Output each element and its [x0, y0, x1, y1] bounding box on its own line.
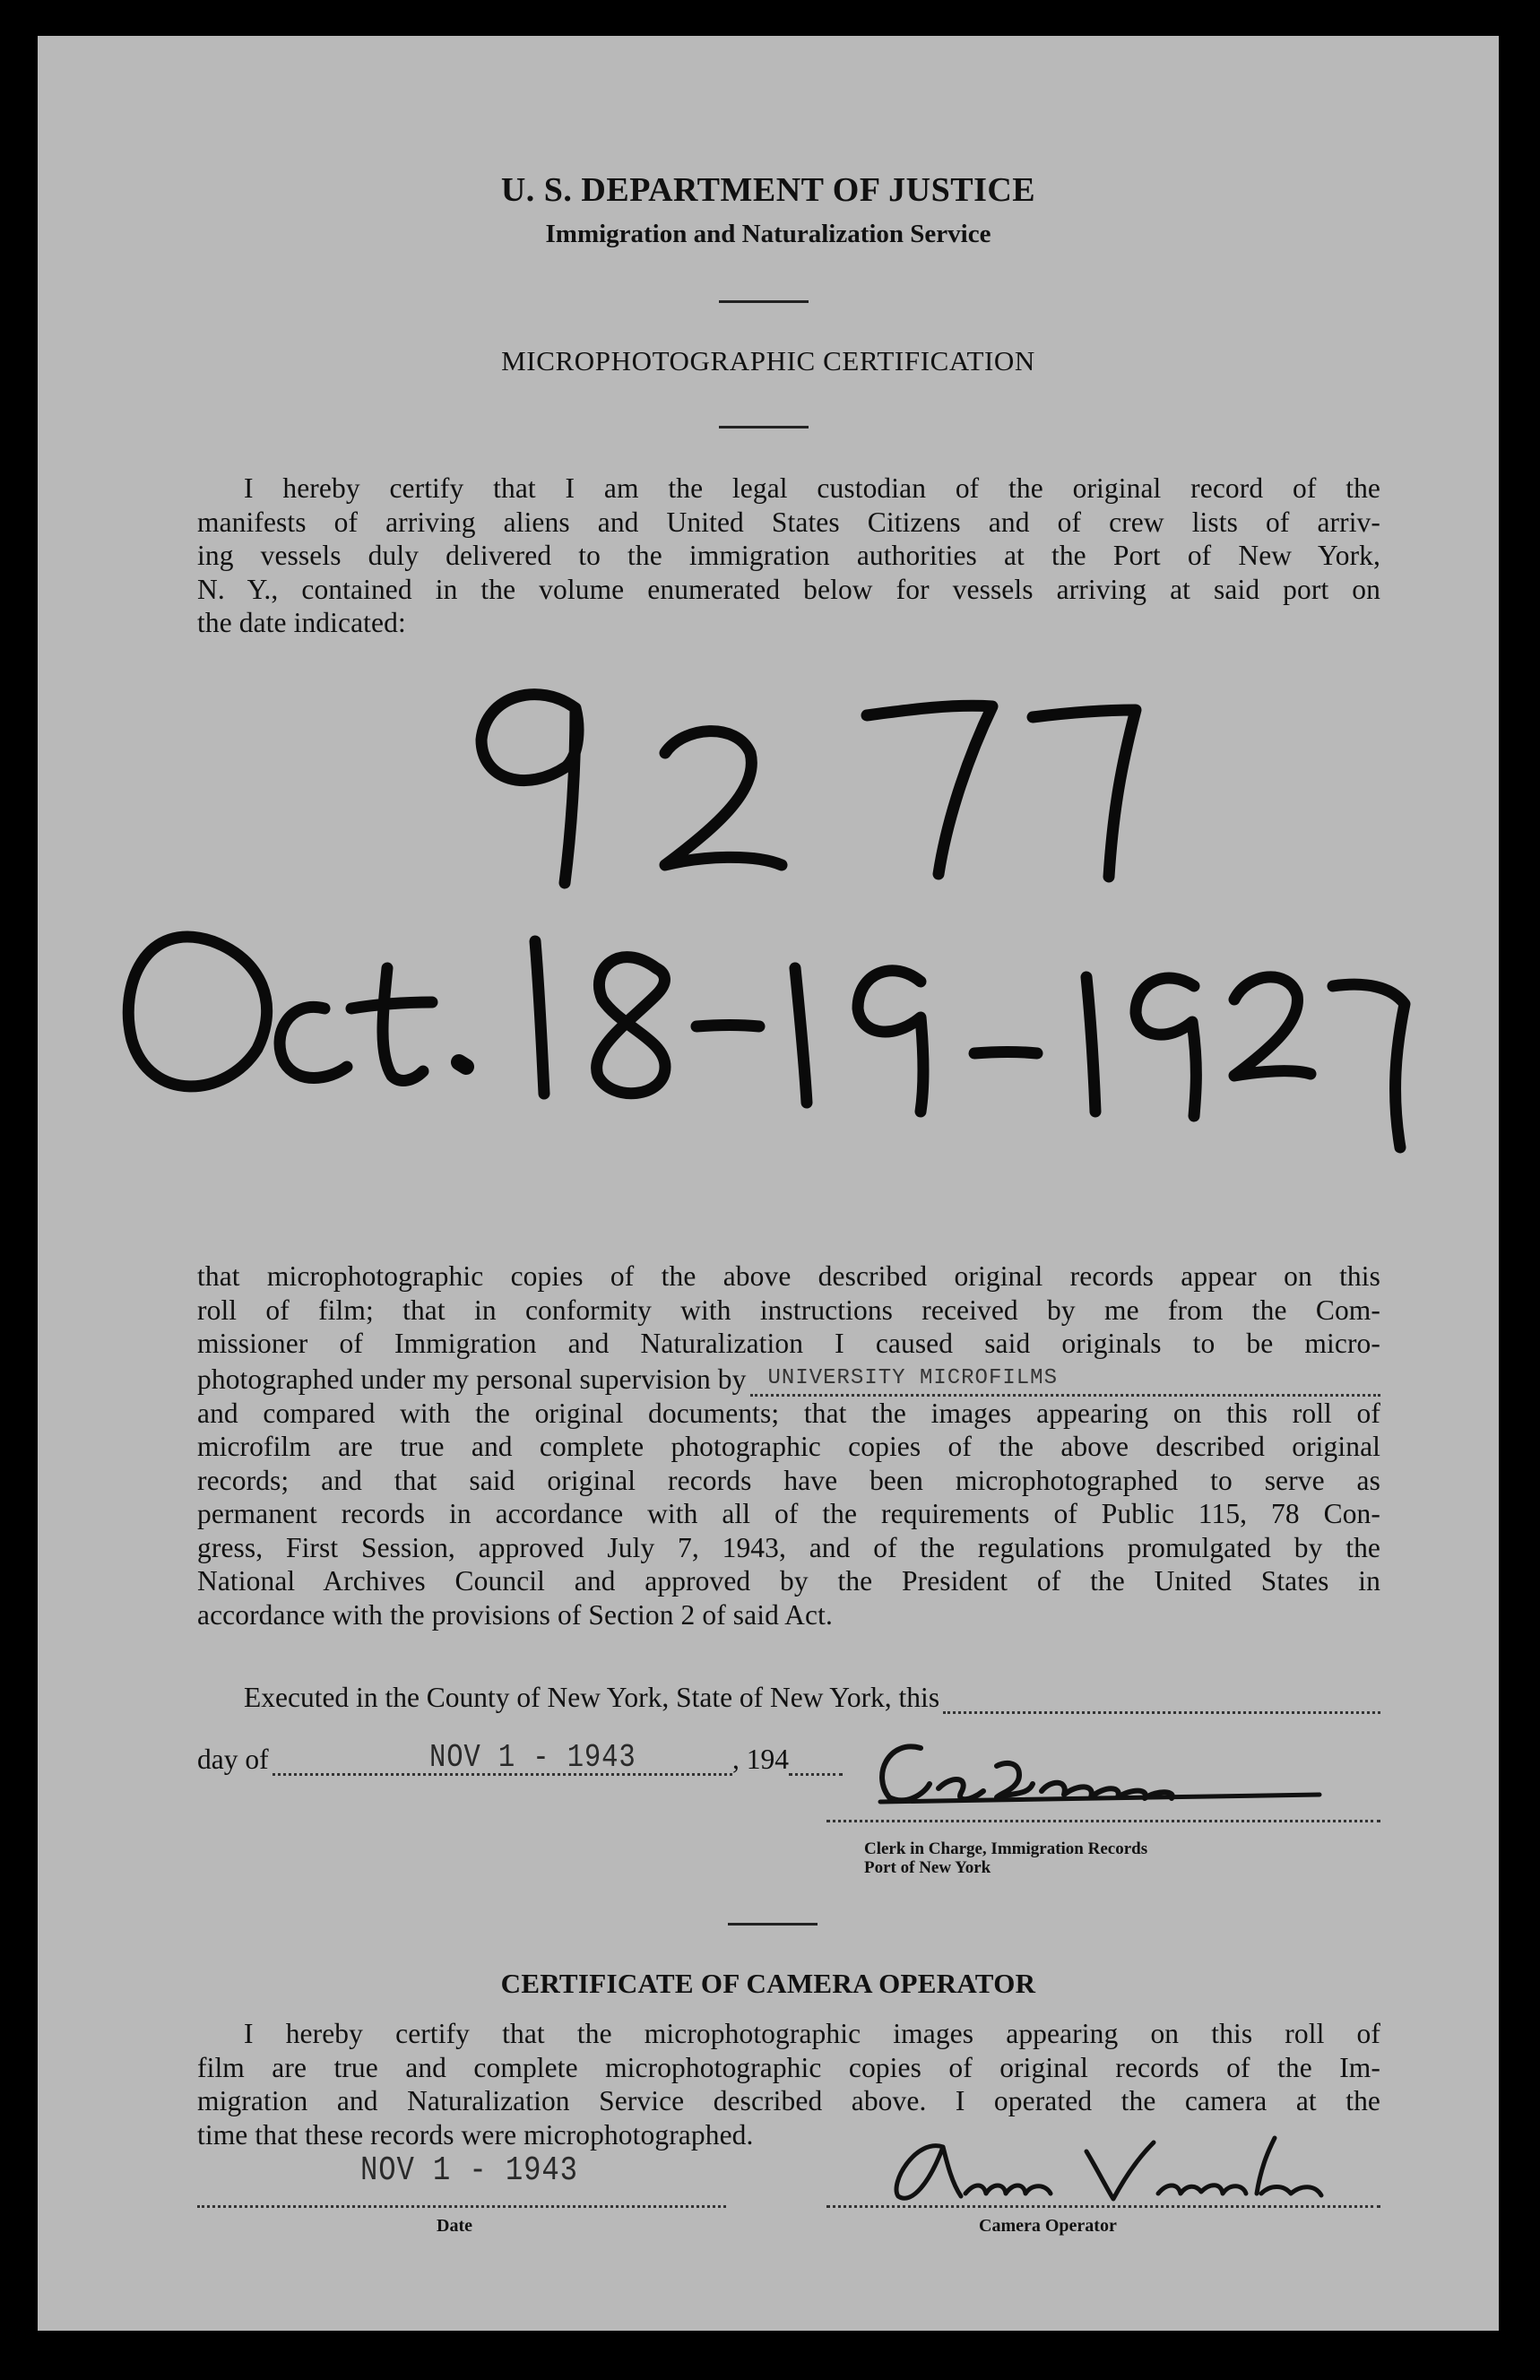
clerk-port: Port of New York — [864, 1858, 991, 1877]
execution-day-blank — [943, 1690, 1380, 1714]
year-suffix: , 194 — [732, 1744, 789, 1775]
clerk-signature — [853, 1721, 1364, 1820]
certification-title: MICROPHOTOGRAPHIC CERTIFICATION — [501, 345, 1035, 376]
clerk-title: Clerk in Charge, Immigration Records — [864, 1839, 1148, 1858]
body-line: permanent records in accordance with all of the requirements of Public 115, 78 Con- — [197, 1498, 1380, 1529]
handwritten-digit-1a — [535, 941, 544, 1094]
handwritten-digit-9b — [858, 971, 923, 1112]
camera-line: I hereby certify that the microphotographic images appearing on this roll of — [244, 2018, 1380, 2049]
execution-line — [244, 1682, 1380, 1714]
day-of-label: day of — [197, 1744, 269, 1775]
camera-date-line — [197, 2205, 726, 2208]
handwritten-digit-8 — [597, 957, 665, 1094]
camera-line: migration and Naturalization Service described above. I operated the camera at the — [197, 2085, 1380, 2116]
body-line: National Archives Council and approved by the President of the United States in — [197, 1565, 1380, 1597]
handwritten-digit-7a — [867, 705, 992, 874]
camera-line: film are true and complete microphotographic copies of original records of the Im- — [197, 2051, 1380, 2083]
supervision-prefix: photographed under my personal supervision by — [197, 1363, 747, 1395]
year-blank — [789, 1752, 843, 1776]
handwritten-period — [459, 1062, 466, 1067]
day-of-line — [197, 1739, 843, 1776]
handwritten-entry — [38, 36, 1499, 1156]
handwritten-digit-2 — [665, 731, 782, 865]
body-line: records; and that said original records have been microphotographed to serve as — [197, 1464, 1380, 1496]
intro-line: N. Y., contained in the volume enumerated below for vessels arriving at said port on — [197, 573, 1380, 605]
department-heading: U. S. DEPARTMENT OF JUSTICE — [500, 171, 1036, 209]
clerk-caption — [864, 1839, 1147, 1877]
handwritten-letter-O — [128, 937, 266, 1086]
handwritten-digit-2b — [1234, 977, 1311, 1076]
handwritten-letter-t — [351, 968, 432, 1080]
body-line: missioner of Immigration and Naturalization I caused said originals to be micro- — [197, 1328, 1380, 1359]
handwritten-dash-1 — [696, 1026, 759, 1027]
body-paragraph — [197, 1259, 1380, 1631]
camera-date-label: Date — [437, 2216, 472, 2236]
body-line: that microphotographic copies of the above described original records appear on this — [197, 1260, 1380, 1292]
clerk-signature-line — [826, 1820, 1380, 1822]
body-line: gress, First Session, approved July 7, 1943, and of the regulations promulgated by the — [197, 1531, 1380, 1563]
handwritten-digit-1b — [795, 968, 807, 1103]
supervision-stamp: UNIVERSITY MICROFILMS — [767, 1365, 1058, 1390]
intro-line: manifests of arriving aliens and United States Citizens and of crew lists of arriv- — [197, 506, 1380, 538]
handwritten-letter-c — [280, 1007, 347, 1077]
body-line: and compared with the original documents; that the images appearing on this roll of — [197, 1397, 1380, 1429]
divider-3 — [728, 1923, 818, 1926]
operator-signature — [862, 2120, 1346, 2214]
supervision-blank — [750, 1365, 1380, 1397]
intro-line: I hereby certify that I am the legal custodian of the original record of the — [244, 472, 1380, 504]
intro-line: ing vessels duly delivered to the immigration authorities at the Port of New York, — [197, 540, 1380, 571]
handwritten-digit-9c — [1136, 978, 1196, 1116]
body-line: roll of film; that in conformity with instructions received by me from the Com- — [197, 1294, 1380, 1326]
day-of-blank — [273, 1739, 732, 1776]
handwritten-digit-9 — [481, 695, 578, 883]
camera-line: time that these records were microphotographed. — [197, 2118, 754, 2151]
handwritten-digit-7b — [1033, 710, 1136, 877]
operator-label: Camera Operator — [979, 2216, 1117, 2236]
camera-date-stamp: NOV 1 - 1943 — [360, 2151, 578, 2190]
operator-signature-line — [826, 2205, 1380, 2208]
body-line: microfilm are true and complete photographic copies of the above described original — [197, 1431, 1380, 1462]
intro-line: the date indicated: — [197, 607, 406, 638]
certificate-sheet — [38, 36, 1499, 2331]
supervision-line — [197, 1361, 1380, 1397]
execution-date-stamp: NOV 1 - 1943 — [428, 1739, 636, 1776]
body-line: accordance with the provisions of Section 2 of said Act. — [197, 1598, 833, 1631]
camera-title: CERTIFICATE OF CAMERA OPERATOR — [500, 1968, 1036, 1999]
handwritten-dash-2 — [974, 1052, 1037, 1054]
handwritten-digit-1c — [1086, 977, 1095, 1112]
execution-text: Executed in the County of New York, State of New York, this — [244, 1682, 940, 1713]
service-subheading: Immigration and Naturalization Service — [545, 220, 991, 248]
handwritten-digit-7c — [1333, 984, 1405, 1147]
